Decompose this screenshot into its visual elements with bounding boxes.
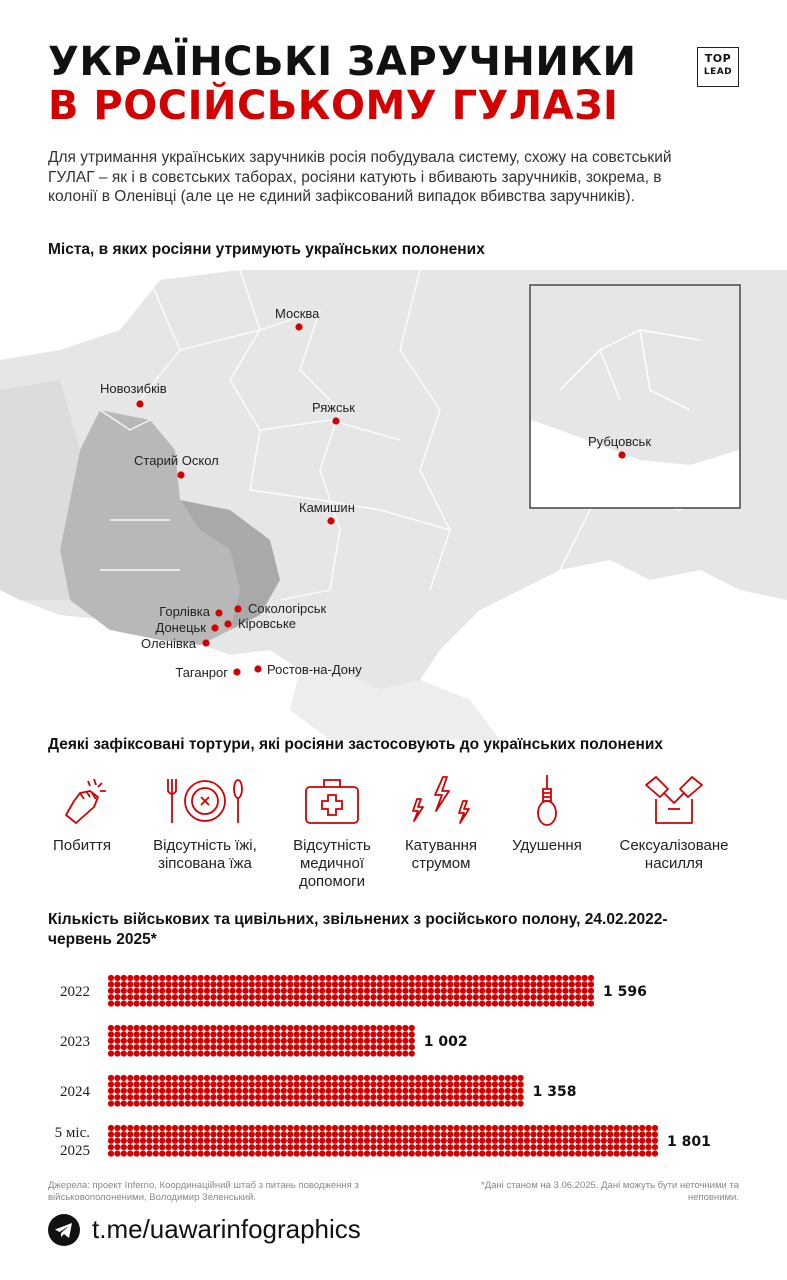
value-label-1: 1 002 [423, 1033, 468, 1050]
city-label-2: Ряжськ [312, 400, 355, 415]
torture-heading: Деякі зафіксовані тортури, які росіяни застосовують до українських полонених [48, 736, 663, 753]
category-label-3-0: 5 міс. [54, 1124, 90, 1141]
city-dot-3 [177, 471, 184, 478]
value-label-3: 1 801 [667, 1133, 711, 1150]
title-line-1: УКРАЇНСЬКІ ЗАРУЧНИКИ [48, 39, 637, 85]
torture-item-sexual-violence [604, 775, 744, 873]
sources-text: Джерела: проект Inferno, Координаційний штаб з питань поводження з військовополоненими, Володимир Зеленський. [48, 1180, 359, 1203]
torture-label-food: Відсутність їжі, зіпсована їжа [153, 837, 257, 872]
city-label-9: Оленівка [141, 636, 196, 651]
city-label-7: Кіровське [238, 616, 297, 631]
torture-item-beating [38, 775, 126, 855]
city-dot-7 [224, 620, 231, 627]
bar-3 [108, 1125, 658, 1157]
bar-0 [108, 975, 594, 1007]
telegram-link[interactable]: t.me/uawarinfographics [92, 1214, 361, 1244]
city-dot-1 [136, 400, 143, 407]
torture-item-electric [392, 775, 490, 873]
category-label-1-0: 2023 [60, 1033, 90, 1050]
torture-label-beating: Побиття [53, 837, 111, 854]
logo-lead: LEAD [703, 67, 733, 77]
page-title [48, 40, 637, 128]
city-label-11: Ростов-на-Дону [267, 662, 362, 677]
torture-item-food [136, 775, 274, 873]
city-dot-0 [295, 323, 302, 330]
city-label-6: Сокологірськ [248, 601, 327, 616]
torture-item-medical [280, 775, 384, 891]
city-label-10: Таганрог [175, 665, 228, 680]
city-dot-inset [618, 451, 625, 458]
city-dot-2 [332, 417, 339, 424]
city-dot-10 [233, 668, 240, 675]
category-label-0-0: 2022 [60, 983, 90, 1000]
top-lead-logo [697, 47, 739, 87]
logo-top: TOP [704, 52, 732, 65]
value-label-2: 1 358 [532, 1083, 577, 1100]
city-dot-11 [254, 665, 261, 672]
noose-icon [527, 775, 567, 827]
intro-text: Для утримання українських заручників росія побудувала систему, схожу на совєтський ГУЛАГ – як і в совєтських таборах, росіяни катують і вбивають заручників, зокрема, в колонії в Оленівці (але це не єдиний зафіксований випадок вбивства заручників). [48, 149, 672, 205]
title-line-2: В РОСІЙСЬКОМУ ГУЛАЗІ [48, 83, 619, 129]
city-label-5: Горлівка [159, 604, 210, 619]
plate-icon [164, 775, 246, 827]
bar-1 [108, 1025, 415, 1057]
city-dot-9 [202, 639, 209, 646]
telegram-icon[interactable] [48, 1214, 80, 1246]
torture-label-sexual-violence: Сексуалізоване насилля [619, 837, 729, 872]
city-dot-6 [234, 605, 241, 612]
city-label-inset: Рубцовськ [588, 434, 652, 449]
torture-label-medical: Відсутність медичної допомоги [293, 837, 371, 890]
city-label-0: Москва [275, 306, 320, 321]
bar-2 [108, 1075, 524, 1107]
released-prisoners-chart [0, 970, 787, 1170]
city-label-8: Донецьк [155, 620, 206, 635]
city-label-1: Новозибків [100, 381, 167, 396]
torture-item-strangulation [500, 775, 594, 855]
city-dot-5 [215, 609, 222, 616]
fist-icon [54, 775, 110, 827]
map [0, 270, 787, 740]
city-dot-4 [327, 517, 334, 524]
category-label-3-1: 2025 [60, 1142, 90, 1159]
first-aid-kit-icon [302, 775, 362, 827]
city-label-4: Камишин [299, 500, 355, 515]
restrained-hands-icon [642, 775, 706, 827]
data-note: *Дані станом на 3.06.2025. Дані можуть бути неточними та неповними. [481, 1180, 739, 1203]
torture-label-electric: Катування струмом [404, 837, 478, 872]
chart-title: Кількість військових та цивільних, звільнених з російського полону, 24.02.2022-червень 2025* [48, 911, 668, 948]
lightning-icon [409, 775, 473, 827]
city-label-3: Старий Оскол [134, 453, 219, 468]
map-heading: Міста, в яких росіяни утримують українських полонених [48, 241, 485, 258]
category-label-2-0: 2024 [60, 1083, 90, 1100]
city-dot-8 [211, 624, 218, 631]
value-label-0: 1 596 [603, 983, 647, 1000]
torture-label-strangulation: Удушення [512, 837, 582, 854]
